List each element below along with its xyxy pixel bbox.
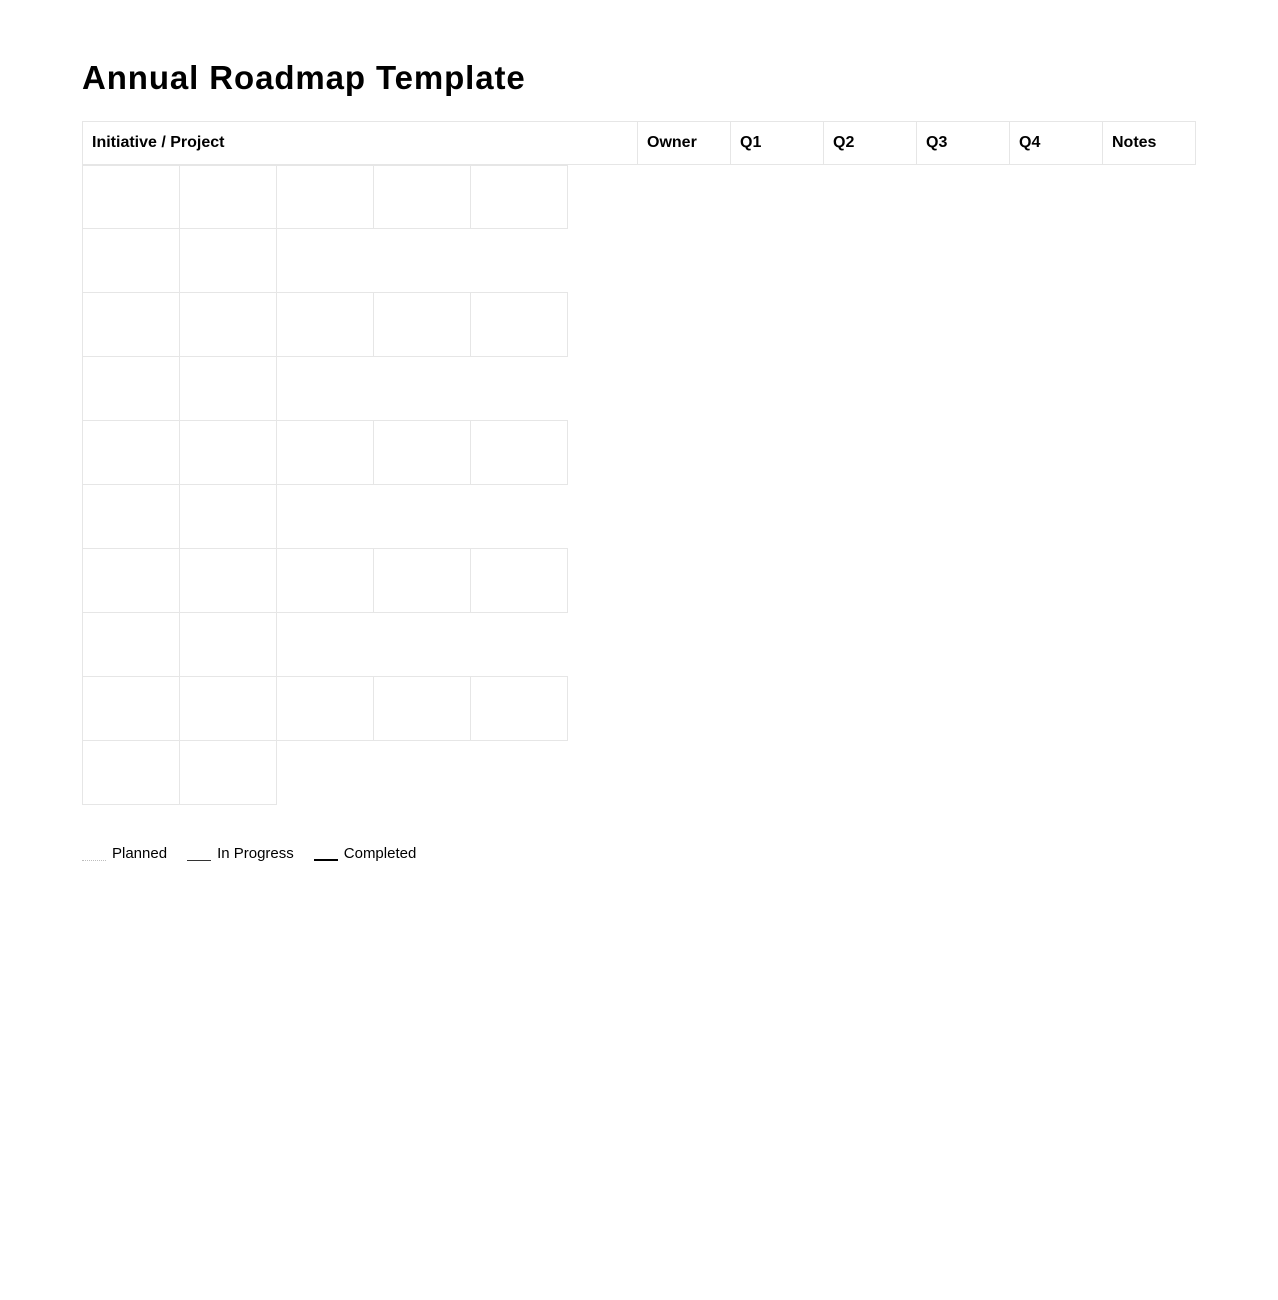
table-cell[interactable] bbox=[373, 420, 471, 485]
completed-line-icon bbox=[314, 853, 338, 861]
table-cell[interactable] bbox=[276, 420, 374, 485]
table-cell[interactable] bbox=[82, 228, 180, 293]
table-row bbox=[82, 229, 582, 293]
column-header-q2: Q2 bbox=[823, 121, 917, 165]
column-header-q3: Q3 bbox=[916, 121, 1010, 165]
column-header-notes: Notes bbox=[1102, 121, 1196, 165]
table-cell[interactable] bbox=[82, 612, 180, 677]
table-cell[interactable] bbox=[276, 165, 374, 229]
roadmap-grid bbox=[82, 165, 582, 805]
column-header-q4: Q4 bbox=[1009, 121, 1103, 165]
table-cell[interactable] bbox=[179, 292, 277, 357]
table-row bbox=[82, 741, 582, 805]
table-cell[interactable] bbox=[470, 420, 568, 485]
table-row bbox=[82, 613, 582, 677]
table-cell[interactable] bbox=[470, 676, 568, 741]
legend-label-planned: Planned bbox=[112, 845, 168, 862]
table-row bbox=[82, 293, 582, 357]
table-cell[interactable] bbox=[82, 420, 180, 485]
in-progress-line-icon bbox=[187, 853, 211, 861]
table-cell[interactable] bbox=[470, 548, 568, 613]
column-header-q1: Q1 bbox=[730, 121, 824, 165]
table-cell[interactable] bbox=[179, 165, 277, 229]
table-cell[interactable] bbox=[373, 676, 471, 741]
table-cell[interactable] bbox=[82, 484, 180, 549]
table-cell[interactable] bbox=[276, 292, 374, 357]
legend-item-in-progress bbox=[187, 843, 294, 865]
table-cell[interactable] bbox=[179, 356, 277, 421]
table-cell[interactable] bbox=[470, 165, 568, 229]
table-row bbox=[82, 485, 582, 549]
table-row bbox=[82, 549, 582, 613]
table-row bbox=[82, 165, 582, 229]
status-legend bbox=[82, 843, 436, 865]
table-cell[interactable] bbox=[179, 548, 277, 613]
table-cell[interactable] bbox=[179, 420, 277, 485]
table-cell[interactable] bbox=[82, 165, 180, 229]
table-cell[interactable] bbox=[82, 548, 180, 613]
column-header-owner: Owner bbox=[637, 121, 731, 165]
table-cell[interactable] bbox=[179, 484, 277, 549]
table-cell[interactable] bbox=[276, 548, 374, 613]
page-title: Annual Roadmap Template bbox=[82, 59, 526, 96]
legend-item-completed bbox=[314, 843, 417, 865]
table-cell[interactable] bbox=[373, 548, 471, 613]
table-row bbox=[82, 421, 582, 485]
table-cell[interactable] bbox=[373, 292, 471, 357]
table-cell[interactable] bbox=[179, 612, 277, 677]
column-header-initiative: Initiative / Project bbox=[82, 121, 638, 165]
table-cell[interactable] bbox=[470, 292, 568, 357]
table-cell[interactable] bbox=[179, 676, 277, 741]
table-cell[interactable] bbox=[373, 165, 471, 229]
table-cell[interactable] bbox=[82, 356, 180, 421]
table-row bbox=[82, 357, 582, 421]
legend-label-completed: Completed bbox=[343, 845, 417, 862]
table-cell[interactable] bbox=[82, 292, 180, 357]
table-header-row bbox=[82, 121, 1196, 165]
table-cell[interactable] bbox=[82, 740, 180, 805]
table-cell[interactable] bbox=[179, 228, 277, 293]
table-cell[interactable] bbox=[179, 740, 277, 805]
table-row bbox=[82, 677, 582, 741]
table-cell[interactable] bbox=[276, 676, 374, 741]
planned-line-icon bbox=[82, 853, 106, 861]
legend-item-planned bbox=[82, 843, 167, 865]
legend-label-in-progress: In Progress bbox=[217, 845, 294, 862]
table-cell[interactable] bbox=[82, 676, 180, 741]
